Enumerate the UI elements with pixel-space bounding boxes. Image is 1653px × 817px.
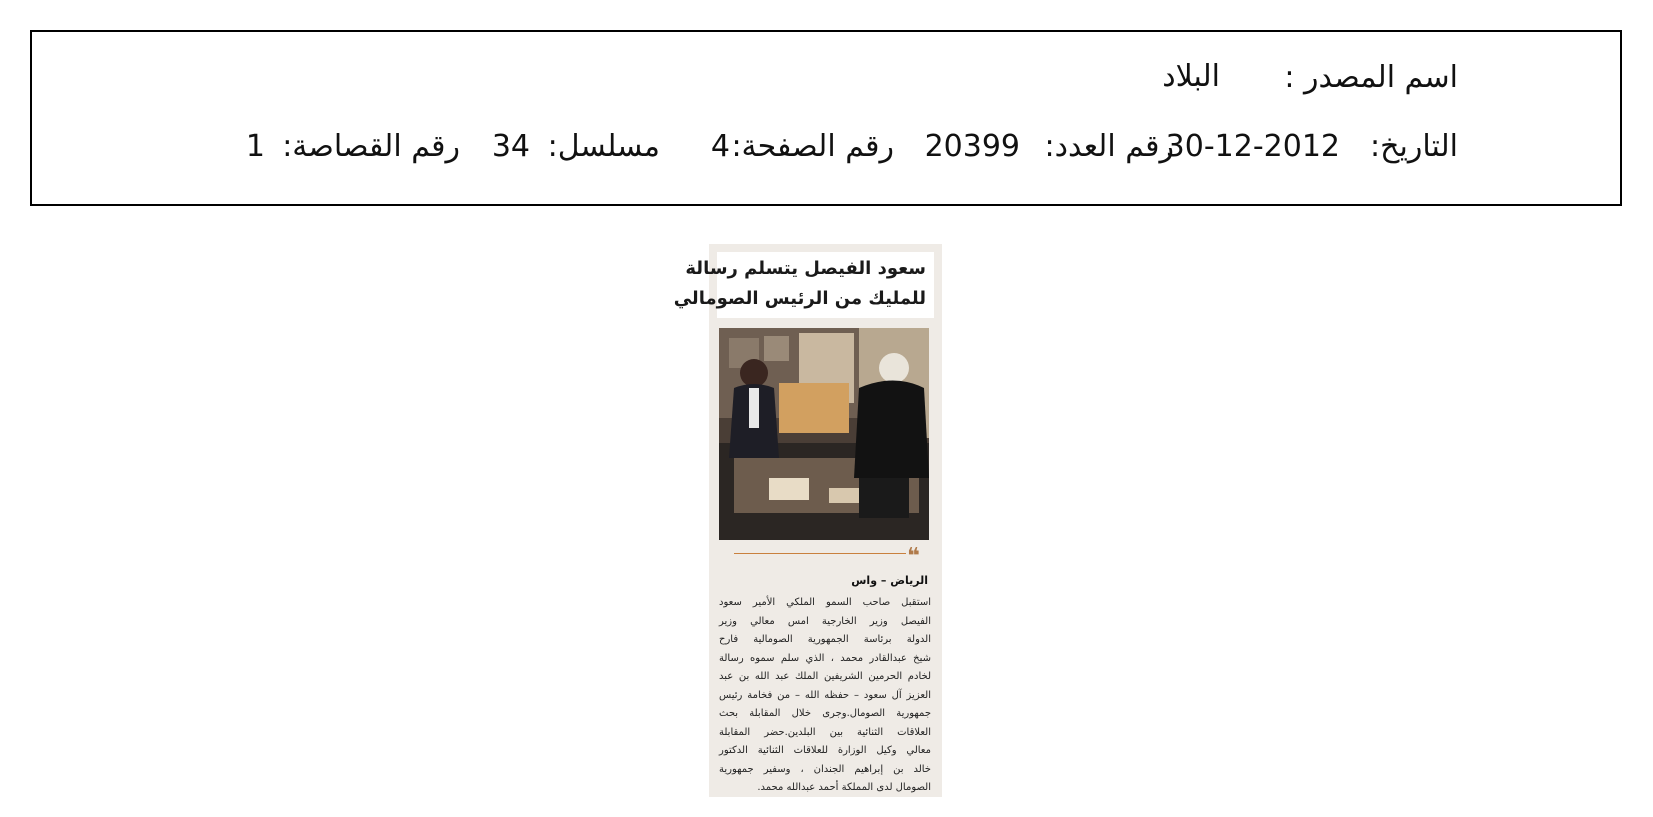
body-line: خالد بن إبراهيم الجندان ، وسفير جمهورية (719, 763, 931, 775)
article-photo (719, 328, 929, 540)
date-label: التاريخ: (1370, 129, 1458, 164)
issue-value: 20399 (924, 129, 1020, 164)
quote-mark-icon: ❝ (907, 544, 920, 569)
body-line: الصومال لدى المملكة أحمد عبدالله محمد. (757, 782, 931, 793)
body-line: العزيز آل سعود – حفظه الله – من فخامة رئيس (719, 689, 931, 701)
source-value: البلاد (1162, 59, 1220, 94)
clipping-header-box (30, 30, 1622, 206)
issue-label: رقم العدد: (1044, 129, 1174, 164)
serial-label: مسلسل: (547, 129, 660, 164)
body-line: شيخ عبدالقادر محمد ، الذي سلم سموه رسالة (719, 652, 931, 664)
page-label: رقم الصفحة: (731, 129, 894, 164)
body-line: استقبل صاحب السمو الملكي الأمير سعود (719, 597, 931, 608)
newspaper-clipping (673, 244, 942, 797)
article-byline: الرياض – واس (851, 574, 928, 587)
article-body (719, 594, 931, 798)
clip-number-value: 1 (245, 129, 265, 164)
body-line: الدولة برئاسة الجمهورية الصومالية فارح (719, 634, 931, 645)
body-line: جمهورية الصومال.وجرى خلال المقابلة بحث (719, 708, 931, 719)
article-headline (673, 252, 934, 318)
date-value: 30-12-2012 (1165, 129, 1340, 164)
meeting-photo-image (719, 328, 929, 540)
body-line: معالي وكيل الوزارة للعلاقات الثنائية الدكتور (719, 745, 931, 756)
divider-rule (734, 553, 906, 554)
body-line: الفيصل وزير الخارجية امس معالي وزير (719, 615, 931, 627)
headline-line-2: للمليك من الرئيس الصومالي (673, 288, 926, 309)
headline-line-1: سعود الفيصل يتسلم رسالة (685, 258, 926, 279)
body-line: لخادم الحرمين الشريفين الملك عبد الله بن عبد (719, 671, 931, 682)
clip-number-label: رقم القصاصة: (282, 129, 460, 164)
source-label: اسم المصدر : (1284, 60, 1458, 95)
body-line: العلاقات الثنائية بين البلدين.حضر المقابلة (719, 726, 931, 738)
page-value: 4 (710, 129, 730, 164)
serial-value: 34 (491, 129, 530, 164)
